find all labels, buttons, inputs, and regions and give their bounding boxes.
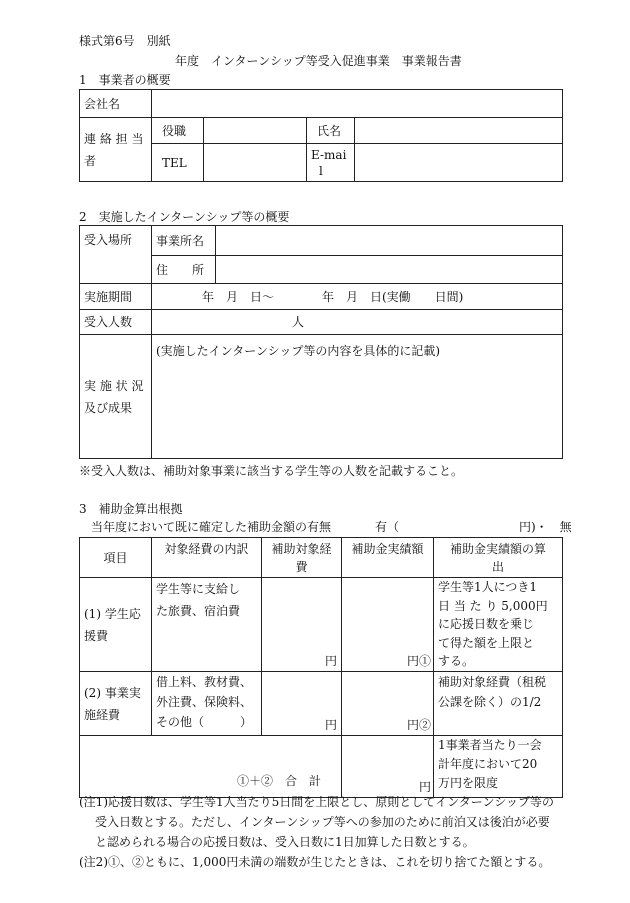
address-label: 住 所 (152, 256, 216, 284)
count-label: 受入人数 (80, 310, 152, 335)
position-field[interactable] (204, 118, 307, 144)
status-field[interactable]: (実施したインターンシップ等の内容を具体的に記載) (152, 335, 563, 459)
tel-field[interactable] (204, 144, 307, 182)
company-overview-table (79, 89, 563, 182)
note-1-line-3: と認められる場合の応援日数は、受入日数に1日加算した日数とする。 (95, 835, 475, 849)
email-label: E-mai l (307, 144, 355, 182)
office-name-label: 事業所名 (152, 226, 216, 256)
section2-heading: 2 実施したインターンシップ等の概要 (79, 210, 290, 224)
section3-heading: 3 補助金算出根拠 (79, 502, 183, 516)
header-breakdown: 対象経費の内訳 (152, 538, 262, 578)
row2-basis: 補助対象経費（租税 公課を除く）の1/2 (434, 672, 563, 736)
total-basis: 1事業者当たり一会 計年度において20 万円を限度 (434, 736, 563, 798)
status-label: 実 施 状 況 及び成果 (80, 335, 152, 459)
total-label: ①＋② 合 計 (80, 736, 342, 798)
section1-heading: 1 事業者の概要 (79, 73, 171, 87)
form-number: 様式第6号 別紙 (79, 34, 171, 48)
note-1-line-1: (注1)応援日数は、学生等1人当たり5日間を上限とし、原則としてインターンシップ等の (79, 795, 555, 809)
count-footnote: ※受入人数は、補助対象事業に該当する学生等の人数を記載すること。 (79, 464, 464, 478)
document-title: 年度 インターンシップ等受入促進事業 事業報告書 (175, 54, 462, 68)
period-label: 実施期間 (80, 284, 152, 310)
row1-actual[interactable]: 円① (342, 578, 434, 672)
header-actual: 補助金実績額 (342, 538, 434, 578)
header-basis: 補助金実績額の算 出 (434, 538, 563, 578)
row2-breakdown: 借上料、教材費、 外注費、保険料、 その他（ ） (152, 672, 262, 736)
table-row (80, 672, 563, 736)
place-label: 受入場所 (80, 226, 152, 284)
note-2: (注2)①、②ともに、1,000円未満の端数が生じたときは、これを切り捨てた額とする。 (79, 855, 551, 869)
table-row (80, 578, 563, 672)
company-name-field[interactable] (152, 90, 563, 118)
row1-eligible[interactable]: 円 (262, 578, 342, 672)
row2-item: (2) 事業実 施経費 (80, 672, 152, 736)
email-field[interactable] (355, 144, 563, 182)
count-field[interactable]: 人 (152, 310, 563, 335)
subsidy-table (79, 537, 563, 798)
row2-eligible[interactable]: 円 (262, 672, 342, 736)
company-name-label: 会社名 (80, 90, 152, 118)
header-eligible: 補助対象経 費 (262, 538, 342, 578)
note-1-line-2: 受入日数とする。ただし、インターンシップ等への参加のために前泊又は後泊が必要 (95, 815, 550, 829)
contact-person-label: 連 絡 担 当 者 (80, 118, 152, 182)
person-name-field[interactable] (355, 118, 563, 144)
person-name-label: 氏名 (307, 118, 355, 144)
address-field[interactable] (216, 256, 563, 284)
row1-breakdown: 学生等に支給し た旅費、宿泊費 (152, 578, 262, 672)
internship-overview-table (79, 225, 563, 459)
office-name-field[interactable] (216, 226, 563, 256)
position-label: 役職 (152, 118, 204, 144)
row1-item: (1) 学生応 援費 (80, 578, 152, 672)
period-field[interactable]: 年 月 日～ 年 月 日(実働 日間) (152, 284, 563, 310)
confirmed-question: 当年度において既に確定した補助金額の有無 (91, 520, 332, 534)
row2-actual[interactable]: 円② (342, 672, 434, 736)
confirmed-options[interactable]: 有（ 円)・ 無 (375, 520, 572, 534)
row1-basis: 学生等1人につき1 日 当 た り 5,000円 に応援日数を乗じ て得た額を上限と する。 (434, 578, 563, 672)
total-amount[interactable]: 円 (342, 736, 434, 798)
header-item: 項目 (80, 538, 152, 578)
table-row (80, 736, 563, 798)
tel-label: TEL (152, 144, 204, 182)
